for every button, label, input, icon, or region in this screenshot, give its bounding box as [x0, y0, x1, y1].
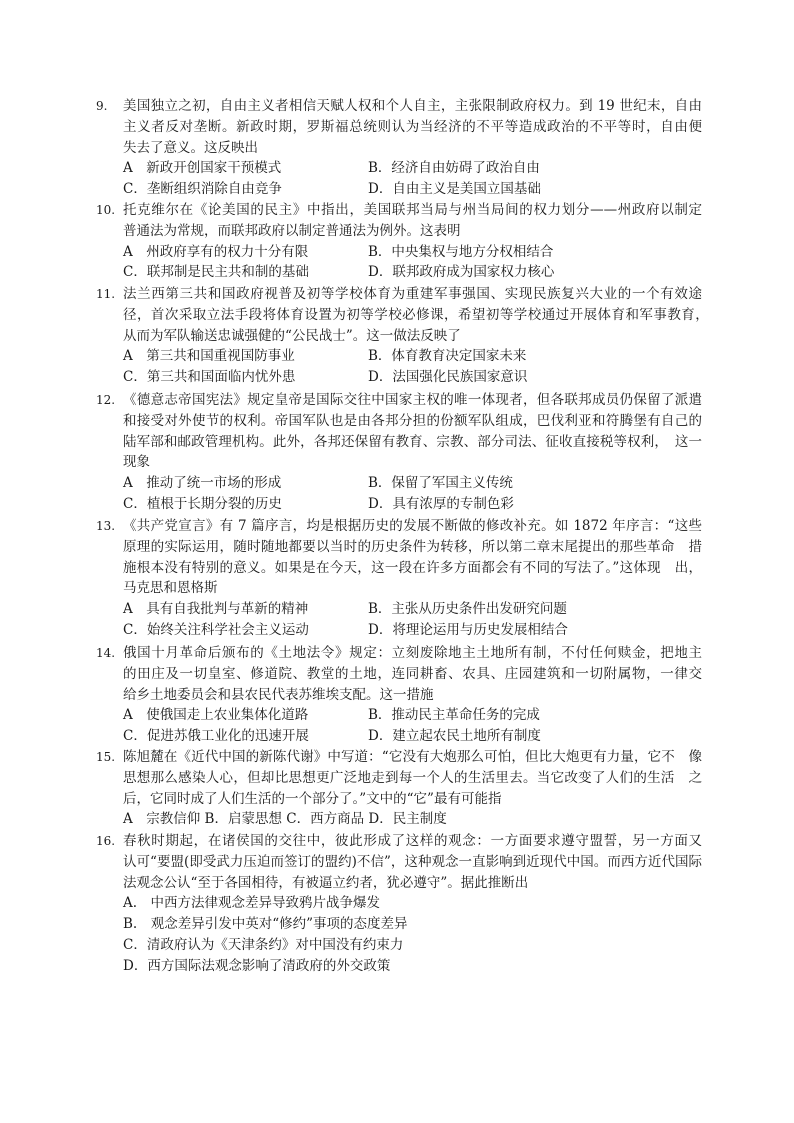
option-c: C．植根于长期分裂的历史: [123, 495, 282, 512]
option-b: B．主张从历史条件出发研究问题: [368, 601, 567, 618]
option-d: D．具有浓厚的专制色彩: [368, 495, 514, 512]
option-b: B．体育教育决定国家未来: [368, 348, 527, 365]
option-a: A 具有自我批判与革新的精神: [123, 601, 309, 618]
question-stem: 俄国十月革命后颁布的《土地法令》规定：立刻废除地主土地所有制，不付任何赎金，把地主 的田庄及一切皇室、修道院、教堂的土地，连同耕畜、农具、庄园建筑和一切附属物，一律交 给乡土地委员会和县农民代表苏维埃支配。这一措施: [123, 645, 716, 703]
question-10: [96, 200, 716, 283]
question-number: 14.: [96, 646, 116, 660]
question-11: [96, 284, 716, 388]
question-stem: 法兰西第三共和国政府视普及初等学校体育为重建军事强国、实现民族复兴大业的一个有效途径，首次采取立法手段将体育设置为初等学校必修课，希望初等学校通过开展体育和军事教育， 从而为军队输送忠诚强健的“公民战士”。这一做法反映了: [123, 286, 716, 344]
question-stem: 美国独立之初，自由主义者相信天赋人权和个人自主，主张限制政府权力。到 19 世纪末，自由主义者反对垄断。新政时期，罗斯福总统则认为当经济的不平等造成政治的不平等时，自由便 失去了意义。这反映出: [123, 98, 716, 156]
option-d: D．西方国际法观念影响了清政府的外交政策: [123, 957, 391, 974]
question-number: 10.: [96, 203, 116, 217]
option-b: B．推动民主革命任务的完成: [368, 707, 540, 724]
option-c: C．促进苏俄工业化的迅速开展: [123, 728, 309, 745]
option-a: A 州政府享有的权力十分有限: [123, 243, 309, 260]
question-stem: 春秋时期起，在诸侯国的交往中，彼此形成了这样的观念：一方面要求遵守盟誓，另一方面又 认可“要盟(即受武力压迫而签订的盟约)不信”，这种观念一直影响到近现代中国。而西方近代国际法观念公认“至于各国相待，有被逼立约者，犹必遵守”。据此推断出: [123, 833, 716, 891]
option-a: A. 中西方法律观念差异导致鸦片战争爆发: [123, 895, 381, 912]
question-stem: 《德意志帝国宪法》规定皇帝是国际交往中国家主权的唯一体现者，但各联邦成员仍保留了派遣和接受对外使节的权利。帝国军队也是由各邦分担的份额军队组成，巴伐利亚和符腾堡有自己的陆军部和邮政管理机构。此外，各邦还保留有教育、宗教、部分司法、征收直接税等权利， 这一现象: [123, 392, 702, 471]
options: [123, 599, 702, 641]
option-d: D．自由主义是美国立国基础: [368, 181, 541, 198]
option-a: A 新政开创国家干预模式: [123, 160, 282, 177]
question-number: 9.: [96, 99, 108, 113]
option-d: D．联邦政府成为国家权力核心: [368, 264, 555, 281]
option-d: D．建立起农民土地所有制度: [368, 728, 541, 745]
option-a: A 推动了统一市场的形成: [123, 475, 282, 492]
option-b: B．保留了军国主义传统: [368, 475, 513, 492]
option-b: B．经济自由妨碍了政治自由: [368, 160, 540, 177]
options: [123, 473, 702, 515]
question-12: [96, 390, 702, 515]
question-15: [96, 747, 702, 830]
question-14: [96, 643, 716, 747]
options: [123, 809, 702, 830]
options: [123, 705, 702, 747]
question-stem: 托克维尔在《论美国的民主》中指出，美国联邦当局与州当局间的权力划分——州政府以制定 普通法为常规，而联邦政府以制定普通法为例外。这表明: [123, 202, 716, 239]
option-c: C．第三共和国面临内忧外患: [123, 369, 296, 386]
option-a: A 使俄国走上农业集体化道路: [123, 707, 309, 724]
question-number: 13.: [96, 519, 116, 533]
option-c: C．垄断组织消除自由竞争: [123, 181, 282, 198]
question-13: [96, 516, 702, 641]
options-line: A 宗教信仰 B．启蒙思想 C．西方商品 D．民主制度: [123, 811, 447, 828]
question-stem: 《共产党宣言》有 7 篇序言，均是根据历史的发展不断做的修改补充。如 1872 年序言：“这些原理的实际运用，随时随地都要以当时的历史条件为转移，所以第二章末尾提出的那些革命 措施根本没有特别的意义。如果是在今天，这一段在许多方面都会有不同的写法了。”这体现 出，马克思和恩格斯: [123, 518, 702, 597]
option-b: B. 观念差异引发中英对“修约”事项的态度差异: [123, 916, 408, 933]
question-number: 16.: [96, 834, 116, 848]
option-d: D．法国强化民族国家意识: [368, 369, 528, 386]
option-d: D．将理论运用与历史发展相结合: [368, 621, 568, 638]
question-number: 12.: [96, 393, 116, 407]
question-9: [96, 96, 716, 200]
options: [123, 893, 702, 976]
question-number: 11.: [96, 287, 116, 301]
question-number: 15.: [96, 750, 116, 764]
option-c: C．始终关注科学社会主义运动: [123, 621, 309, 638]
options: [123, 158, 702, 200]
option-c: C．清政府认为《天津条约》对中国没有约束力: [123, 936, 404, 953]
option-b: B．中央集权与地方分权相结合: [368, 243, 554, 260]
options: [123, 242, 702, 284]
option-a: A 第三共和国重视国防事业: [123, 348, 295, 365]
option-c: C．联邦制是民主共和制的基础: [123, 264, 309, 281]
options: [123, 346, 702, 388]
question-stem: 陈旭麓在《近代中国的新陈代谢》中写道：“它没有大炮那么可怕，但比大炮更有力量，它不 像思想那么感染人心，但却比思想更广泛地走到每一个人的生活里去。当它改变了人们的生活 之后，它同时成了人们生活的一个部分了。”文中的“它”最有可能指: [123, 749, 702, 807]
question-16: [96, 831, 716, 977]
